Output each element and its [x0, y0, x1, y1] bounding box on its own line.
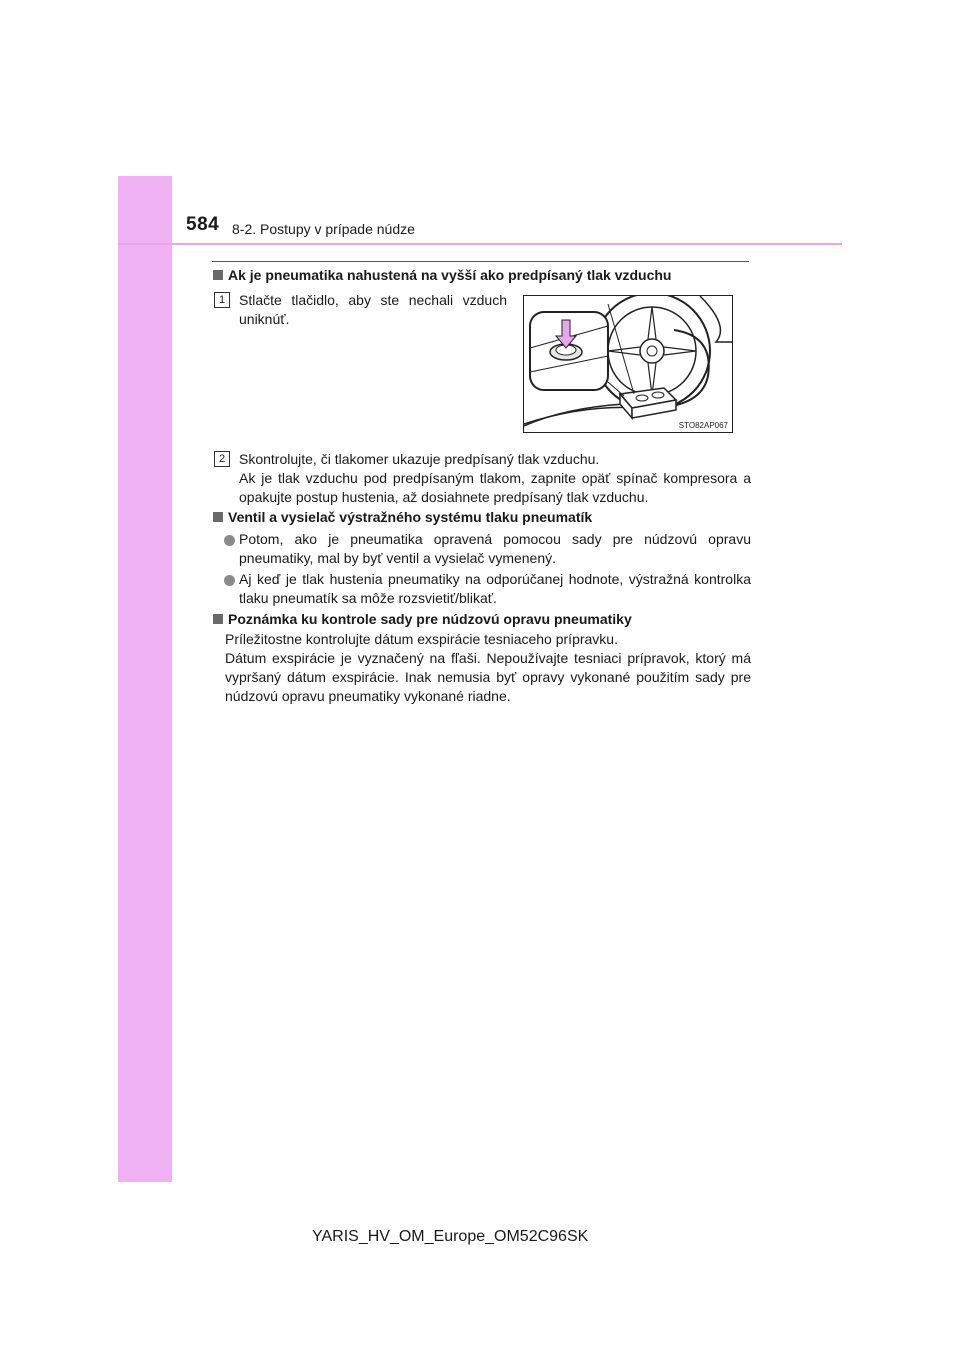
step-number-2: 2	[214, 451, 230, 467]
bullet-valve-replace: Potom, ako je pneumatika opravená pomocou sady pre núdzovú opravu pneumatiky, mal by byť ventil a vysielač vymenený.	[239, 531, 751, 566]
page-number: 584	[186, 214, 220, 235]
bullet-warning-light: Aj keď je tlak hustenia pneumatiky na odporúčanej hodnote, výstražná kontrolka tlaku pneumatík sa môže rozsvietiť/blikať.	[239, 571, 751, 606]
section-heading-overinflated: Ak je pneumatika nahustená na vyšší ako predpísaný tlak vzduchu	[213, 266, 753, 285]
round-bullet-icon	[224, 535, 235, 546]
header-rule	[118, 243, 842, 245]
square-bullet-icon	[213, 512, 223, 522]
release-air-illustration	[524, 296, 732, 432]
section-title: 8-2. Postupy v prípade núdze	[232, 221, 415, 237]
square-bullet-icon	[213, 614, 223, 624]
section-heading-kit-check: Poznámka ku kontrole sady pre núdzovú opravu pneumatiky	[213, 610, 753, 629]
compressor-icon	[620, 388, 676, 418]
side-tab-band	[118, 176, 172, 1182]
content-divider	[212, 261, 749, 262]
step-1-text: Stlačte tlačidlo, aby ste nechali vzduch uniknúť.	[239, 292, 507, 327]
figure-code: STO82AP067	[678, 421, 728, 430]
step-2-text: Skontrolujte, či tlakomer ukazuje predpísaný tlak vzduchu. Ak je tlak vzduchu pod predpísaným tlakom, zapnite opäť spínač kompresora a opakujte postup hustenia, až dosiahnete predpísaný tlak vzduchu.	[239, 451, 751, 505]
kit-check-text: Príležitostne kontrolujte dátum exspirácie tesniaceho prípravku. Dátum exspirácie je vyznačený na fľaši. Nepoužívajte tesniaci prípravok, ktorý má vypršaný dátum exspirácie. Inak nemusia byť opravy vykonané použitím sady pre núdzovú opravu pneumatiky vykonané riadne.	[225, 631, 751, 704]
document-code: YARIS_HV_OM_Europe_OM52C96SK	[312, 1228, 589, 1245]
section-heading-valve-transmitter: Ventil a vysielač výstražného systému tlaku pneumatík	[213, 508, 753, 527]
square-bullet-icon	[213, 270, 223, 280]
step-number-1: 1	[214, 292, 230, 308]
illustration-release-air	[523, 295, 733, 433]
round-bullet-icon	[224, 575, 235, 586]
